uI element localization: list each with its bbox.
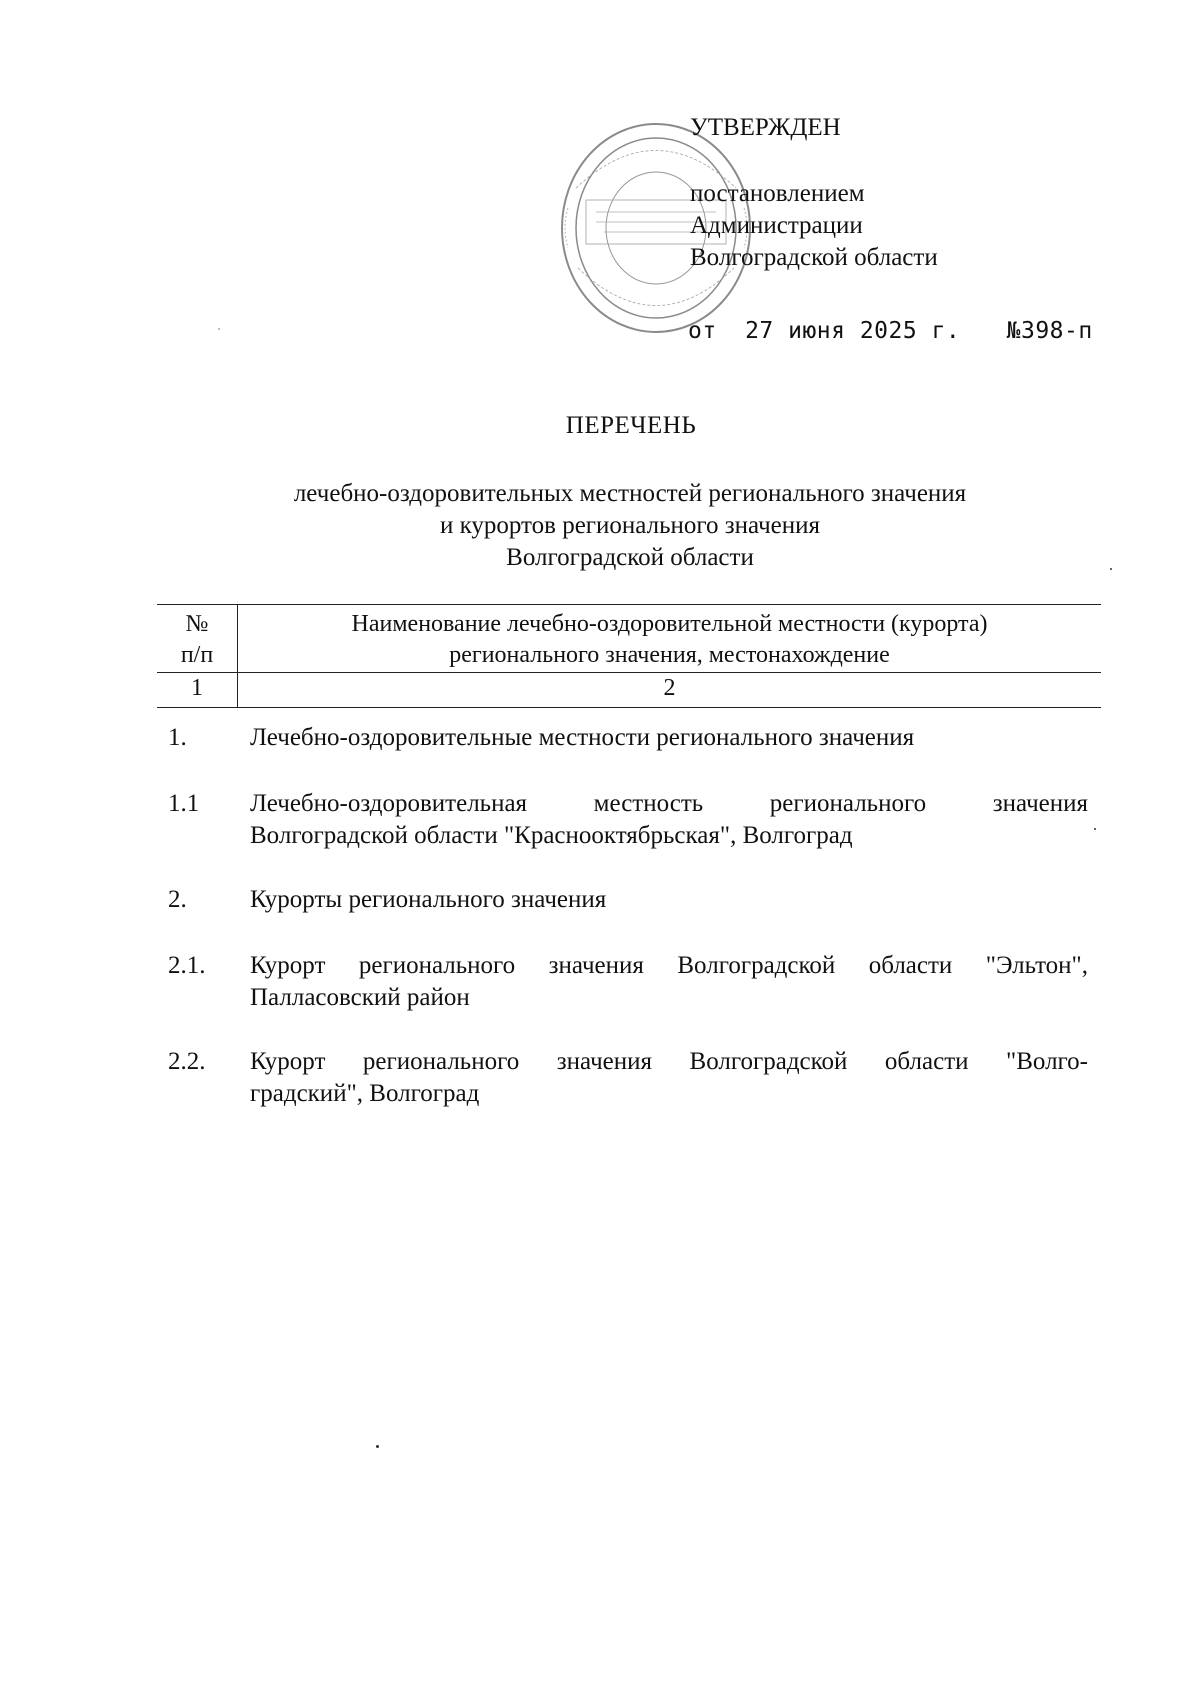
subtitle-line-2: и курортов регионального значения [439,512,821,539]
subtitle-line-1: лечебно-оздоровительных местностей регионального значения [293,480,967,507]
decree-date: 27 июня 2025 г. [745,318,961,344]
item-number: 2. [168,886,187,913]
item-number: 1. [168,724,187,751]
scan-speck [1094,828,1096,830]
item-text-line-1: Курорт регионального значения Волгоградской области "Эльтон", [250,952,1088,979]
approval-heading: УТВЕРЖДЕН [690,114,841,141]
item-text-line-2: Волгоградской области "Краснооктябрьская", Волгоград [250,822,853,849]
item-text-line-1: Лечебно-оздоровительная местность регионального значения [250,790,1088,817]
item-number: 1.1 [168,790,200,817]
item-number: 2.2. [168,1048,206,1075]
column-header-number: № п/п [180,611,214,668]
document-title: ПЕРЕЧЕНЬ [565,412,697,439]
approval-line-3: Волгоградской области [690,244,938,271]
decree-from: от [688,318,717,344]
decree-number: №398-п [1006,318,1093,344]
subtitle-line-3: Волгоградской области [506,544,754,571]
item-text-line-2: Палласовский район [250,984,470,1011]
column-index-1: 1 [191,675,203,701]
column-header-name: Наименование лечебно-оздоровительной местности (курорта) регионального значения, местонахождение [351,611,988,668]
item-text: Лечебно-оздоровительные местности регионального значения [250,724,915,751]
scan-speck [218,328,220,330]
approval-line-1: постановлением [690,180,865,207]
scan-speck [1110,568,1112,570]
item-number: 2.1. [168,952,206,979]
table-rule-middle [157,672,1101,673]
item-text: Курорты регионального значения [250,886,607,913]
table-rule-bottom [157,707,1101,708]
approval-block [690,112,938,274]
decree-reference [688,318,1093,344]
table-rule-top [157,604,1101,605]
scan-speck [376,1445,379,1448]
approval-line-2: Администрации [690,212,863,239]
column-index-2: 2 [663,675,676,701]
item-text-line-1: Курорт регионального значения Волгоградской области "Волго- [250,1048,1088,1075]
document-subtitle [160,478,1100,574]
item-text-line-2: градский", Волгоград [250,1080,480,1107]
